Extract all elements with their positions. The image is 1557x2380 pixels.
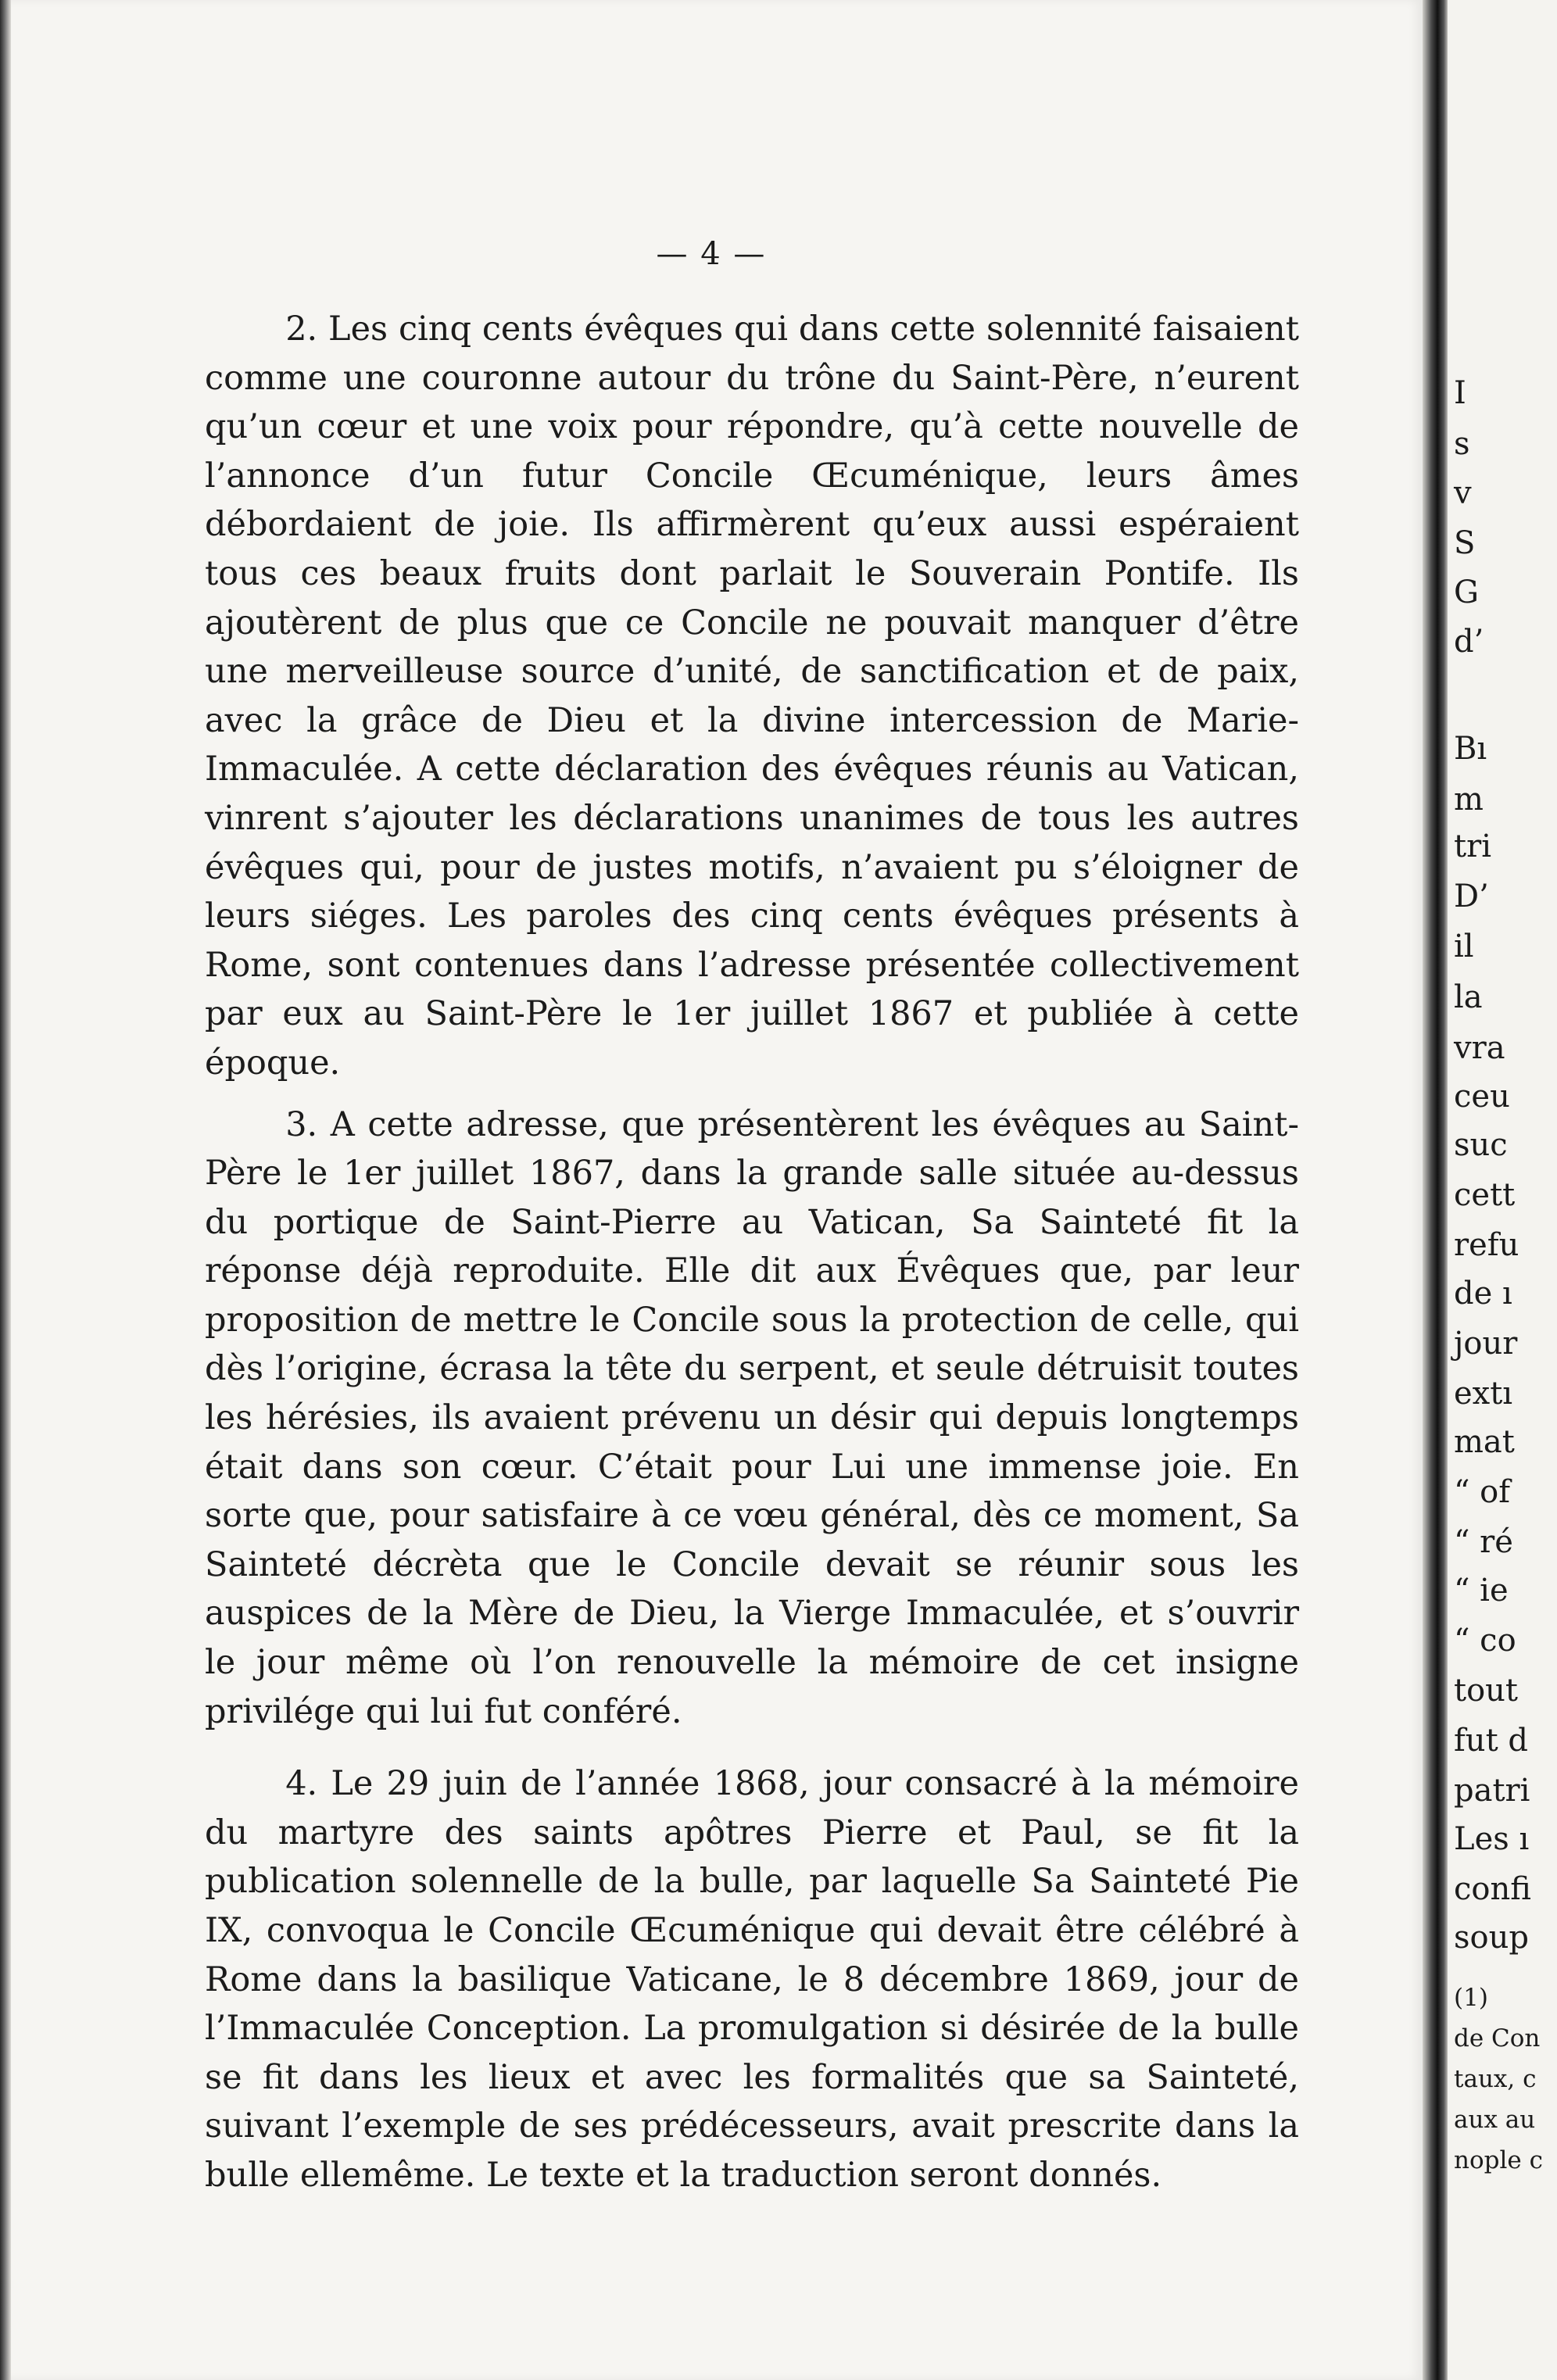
facing-fragment: cett xyxy=(1454,1177,1516,1213)
book-spine xyxy=(1423,0,1448,2380)
facing-fragment: S xyxy=(1454,525,1476,561)
paragraph-3: 3. A cette adresse, que présentèrent les évêques au Saint-Père le 1er juillet 1867, dans la grande salle située au-dessus du portique de Saint-Pierre au Vatican, Sa Sainteté fit la réponse déjà reproduite. Elle dit aux Évêques que, par leur proposition de mettre le Concile sous la protection de celle, qui dès l’origine, écrasa la tête du serpent, et seule détruisit toutes les hérésies, ils avaient prévenu un désir qui depuis longtemps était dans son cœur. C’était pour Lui une immense joie. En sorte que, pour satisfaire à ce vœu général, dès ce moment, Sa Sainteté décrèta que le Concile devait se réunir sous les auspices de la Mère de Dieu, la Vierge Immaculée, et s’ouvrir le jour même où l’on renouvelle la mémoire de cet insigne privilége qui lui fut conféré. xyxy=(205,1104,1299,1731)
facing-fragment: v xyxy=(1454,475,1472,511)
facing-fragment: soup xyxy=(1454,1920,1529,1956)
facing-fragment: tout xyxy=(1454,1673,1518,1709)
facing-fragment: de ı xyxy=(1454,1276,1512,1312)
facing-fragment: vra xyxy=(1454,1030,1505,1066)
facing-fragment: “ co xyxy=(1454,1623,1516,1659)
facing-fragment: patri xyxy=(1454,1773,1530,1809)
facing-footnote-fragment: aux au xyxy=(1454,2106,1536,2134)
facing-fragment: confi xyxy=(1454,1871,1531,1907)
facing-fragment: I xyxy=(1454,375,1466,411)
facing-fragment: tri xyxy=(1454,829,1491,864)
facing-fragment: fut d xyxy=(1454,1723,1528,1759)
paragraph-4: 4. Le 29 juin de l’année 1868, jour consacré à la mémoire du martyre des saints apôtres Pierre et Paul, se fit la publication solennelle de la bulle, par laquelle Sa Sainteté Pie IX, convoqua le Concile Œcuménique qui devait être célébré à Rome dans la basilique Vaticane, le 8 décembre 1869, jour de l’Immaculée Conception. La promulgation si désirée de la bulle se fit dans les lieux et avec les formalités que sa Sainteté, suivant l’exemple de ses prédécesseurs, avait prescrite dans la bulle ellemême. Le texte et la traduction seront donnés. xyxy=(205,1764,1299,2195)
facing-fragment: “ ie xyxy=(1454,1573,1509,1609)
paragraph-2: 2. Les cinq cents évêques qui dans cette solennité faisaient comme une couronne autour du trône du Saint-Père, n’eurent qu’un cœur et une voix pour répondre, qu’à cette nouvelle de l’annonce d’un futur Concile Œcuménique, leurs âmes débordaient de joie. Ils affirmèrent qu’eux aussi espéraient tous ces beaux fruits dont parlait le Souverain Pontife. Ils ajoutèrent de plus que ce Concile ne pouvait manquer d’être une merveilleuse source d’unité, de sanctification et de paix, avec la grâce de Dieu et la divine intercession de Marie-Immaculée. A cette déclaration des évêques réunis au Vatican, vinrent s’ajouter les déclarations unanimes de tous les autres évêques qui, pour de justes motifs, n’avaient pu s’éloigner de leurs siéges. Les paroles des cinq cents évêques présents à Rome, sont contenues dans l’adresse présentée collectivement par eux au Saint-Père le 1er juillet 1867 et publiée à cette époque. xyxy=(205,310,1299,1083)
facing-fragment: Bı xyxy=(1454,731,1487,767)
facing-fragment: refu xyxy=(1454,1227,1519,1263)
facing-fragment: s xyxy=(1454,426,1470,462)
facing-page xyxy=(1448,0,1557,2380)
facing-fragment: la xyxy=(1454,979,1483,1015)
facing-fragment: “ ré xyxy=(1454,1524,1513,1560)
facing-footnote-fragment: taux, c xyxy=(1454,2065,1537,2093)
facing-fragment: mat xyxy=(1454,1424,1515,1460)
facing-fragment: ceu xyxy=(1454,1079,1510,1115)
page-number: — 4 — xyxy=(656,236,767,272)
facing-fragment: jour xyxy=(1454,1326,1518,1362)
page-body xyxy=(205,305,1299,2200)
facing-fragment: extı xyxy=(1454,1376,1513,1412)
facing-fragment: D’ xyxy=(1454,879,1489,914)
facing-fragment: Les ı xyxy=(1454,1821,1530,1857)
page-edge-shadow xyxy=(0,0,11,2380)
facing-fragment: d’ xyxy=(1454,624,1484,660)
facing-footnote-fragment: de Con xyxy=(1454,2024,1541,2053)
facing-footnote-fragment: nople c xyxy=(1454,2146,1543,2174)
facing-fragment: m xyxy=(1454,782,1484,818)
facing-fragment: suc xyxy=(1454,1127,1508,1163)
facing-fragment: il xyxy=(1454,929,1474,965)
facing-fragment: G xyxy=(1454,574,1479,610)
facing-footnote-fragment: (1) xyxy=(1454,1984,1488,2012)
facing-fragment: “ of xyxy=(1454,1474,1511,1510)
